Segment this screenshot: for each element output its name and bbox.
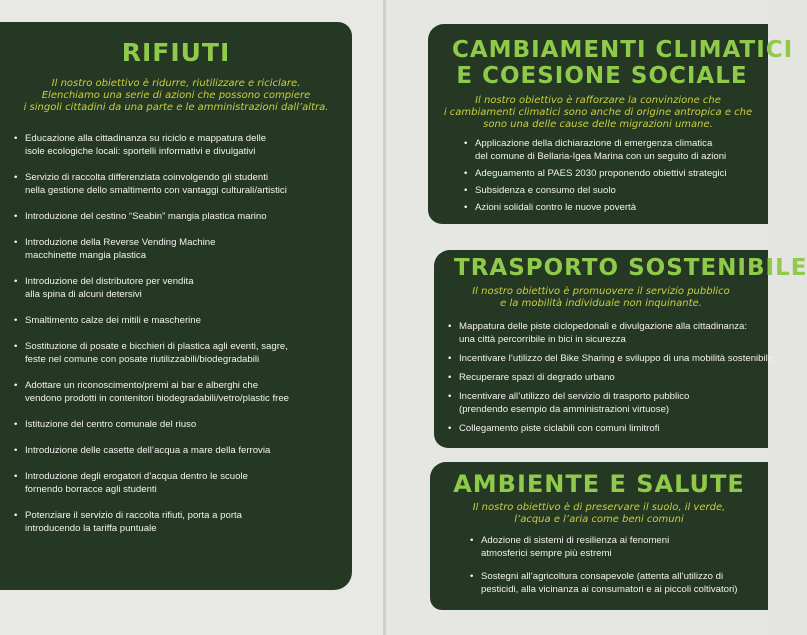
list-item-line: • Collegamento piste ciclabili con comuni limitrofi xyxy=(459,423,660,434)
list-item-line: • Introduzione degli erogatori d’acqua dentro le scuole xyxy=(25,471,248,482)
list-item-line: • Subsidenza e consumo del suolo xyxy=(475,185,616,196)
list-item-line: • Istituzione del centro comunale del riuso xyxy=(25,419,197,430)
list-item xyxy=(14,418,289,431)
list-item xyxy=(464,167,727,180)
rifiuti-subtitle-line: i singoli cittadini da una parte e le amministrazioni dall’altra. xyxy=(23,102,329,113)
trasporto-title: TRASPORTO SOSTENIBILE xyxy=(454,255,807,281)
list-item-line: isole ecologiche locali: sportelli informativi e divulgativi xyxy=(25,146,256,157)
ambiente-list xyxy=(470,534,737,596)
list-item-line: pesticidi, alla vicinanza ai consumatori e ai piccoli coltivatori) xyxy=(481,584,738,595)
clima-subtitle xyxy=(428,95,768,131)
rifiuti-subtitle xyxy=(0,78,352,114)
ambiente-subtitle-line: l’acqua e l’aria come beni comuni xyxy=(514,514,684,525)
list-item-line: nella gestione dello smaltimento con vantaggi culturali/artistici xyxy=(25,185,287,196)
list-item-line: una città percorribile in bici in sicurezza xyxy=(459,334,626,345)
ambiente-title: AMBIENTE E SALUTE xyxy=(453,470,745,498)
ambiente-subtitle-line: Il nostro obiettivo è di preservare il suolo, il verde, xyxy=(472,502,726,513)
list-item-line: vendono prodotti in contenitori biodegradabili/vetro/plastic free xyxy=(25,393,289,404)
rifiuti-list xyxy=(14,132,289,535)
list-item xyxy=(448,390,773,416)
list-item xyxy=(14,470,289,496)
trasporto-list xyxy=(448,320,773,435)
ambiente-subtitle xyxy=(430,502,768,526)
clima-title-line-1: CAMBIAMENTI CLIMATICI xyxy=(452,37,794,63)
list-item xyxy=(448,320,773,346)
list-item-line: feste nel comune con posate riutilizzabili/biodegradabili xyxy=(25,354,260,365)
list-item xyxy=(470,534,737,560)
list-item xyxy=(448,352,773,365)
trasporto-subtitle-line: e la mobilità individuale non inquinante. xyxy=(500,298,702,309)
list-item-line: • Introduzione del distributore per vendita xyxy=(25,276,194,287)
list-item xyxy=(14,210,289,223)
list-item-line: • Sostituzione di posate e bicchieri di plastica agli eventi, sagre, xyxy=(25,341,288,352)
rifiuti-title: RIFIUTI xyxy=(121,38,231,67)
list-item xyxy=(464,201,727,214)
trasporto-panel xyxy=(434,250,807,448)
clima-subtitle-line: sono una delle cause delle migrazioni umane. xyxy=(483,119,713,130)
list-item-line: • Azioni solidali contro le nuove povertà xyxy=(475,202,637,213)
list-item-line: • Smaltimento calze dei mitili e mascherine xyxy=(25,315,201,326)
list-item xyxy=(14,171,289,197)
list-item xyxy=(14,275,289,301)
list-item xyxy=(14,314,289,327)
list-item-line: • Incentivare l’utilizzo del Bike Sharing e sviluppo di una mobilità sostenibile xyxy=(459,353,774,364)
list-item-line: • Adozione di sistemi di resilienza ai fenomeni xyxy=(481,535,670,546)
clima-subtitle-line: i cambiamenti climatici sono anche di origine antropica e che xyxy=(443,107,753,118)
list-item xyxy=(464,184,727,197)
list-item xyxy=(464,137,727,163)
list-item xyxy=(14,340,289,366)
clima-list xyxy=(464,137,727,214)
rifiuti-subtitle-line: Elenchiamo una serie di azioni che possono compiere xyxy=(41,90,311,101)
list-item-line: fornendo borracce agli studenti xyxy=(25,484,157,495)
clima-subtitle-line: Il nostro obiettivo è rafforzare la convinzione che xyxy=(475,95,721,106)
trasporto-subtitle xyxy=(434,286,768,310)
list-item-line: alla spina di alcuni detersivi xyxy=(25,289,142,300)
list-item xyxy=(14,509,289,535)
list-item xyxy=(448,371,773,384)
rifiuti-panel xyxy=(0,22,352,590)
list-item-line: • Recuperare spazi di degrado urbano xyxy=(459,372,615,383)
page-fold xyxy=(383,0,386,635)
list-item-line: • Introduzione del cestino “Seabin” mangia plastica marino xyxy=(25,211,267,222)
list-item-line: introducendo la tariffa puntuale xyxy=(25,523,157,534)
list-item-line: • Educazione alla cittadinanza su riciclo e mappatura delle xyxy=(25,133,267,144)
list-item-line: (prendendo esempio da amministrazioni virtuose) xyxy=(459,404,670,415)
list-item-line: • Applicazione della dichiarazione di emergenza climatica xyxy=(475,138,713,149)
trasporto-subtitle-line: Il nostro obiettivo è promuovere il servizio pubblico xyxy=(472,286,730,297)
list-item xyxy=(14,132,289,158)
rifiuti-subtitle-line: Il nostro obiettivo è ridurre, riutilizzare e riciclare. xyxy=(51,78,301,89)
list-item-line: • Incentivare all’utilizzo del servizio di trasporto pubblico xyxy=(459,391,690,402)
list-item xyxy=(448,422,773,435)
list-item-line: macchinette mangia plastica xyxy=(25,250,147,261)
list-item xyxy=(470,570,737,596)
ambiente-panel xyxy=(430,462,768,610)
list-item-line: • Introduzione delle casette dell’acqua a mare della ferrovia xyxy=(25,445,271,456)
list-item xyxy=(14,379,289,405)
list-item xyxy=(14,236,289,262)
list-item-line: • Sostegni all’agricoltura consapevole (attenta all’utilizzo di xyxy=(481,571,724,582)
clima-title-line-2: E COESIONE SOCIALE xyxy=(456,63,748,89)
list-item-line: • Introduzione della Reverse Vending Machine xyxy=(25,237,216,248)
list-item-line: del comune di Bellaria-Igea Marina con un seguito di azioni xyxy=(475,151,727,162)
list-item xyxy=(14,444,289,457)
list-item-line: • Potenziare il servizio di raccolta rifiuti, porta a porta xyxy=(25,510,243,521)
list-item-line: atmosferici sempre più estremi xyxy=(481,548,612,559)
list-item-line: • Mappatura delle piste ciclopedonali e divulgazione alla cittadinanza: xyxy=(459,321,747,332)
clima-panel xyxy=(428,24,794,224)
list-item-line: • Adottare un riconoscimento/premi ai bar e alberghi che xyxy=(25,380,259,391)
list-item-line: • Adeguamento al PAES 2030 proponendo obiettivi strategici xyxy=(475,168,727,179)
list-item-line: • Servizio di raccolta differenziata coinvolgendo gli studenti xyxy=(25,172,269,183)
